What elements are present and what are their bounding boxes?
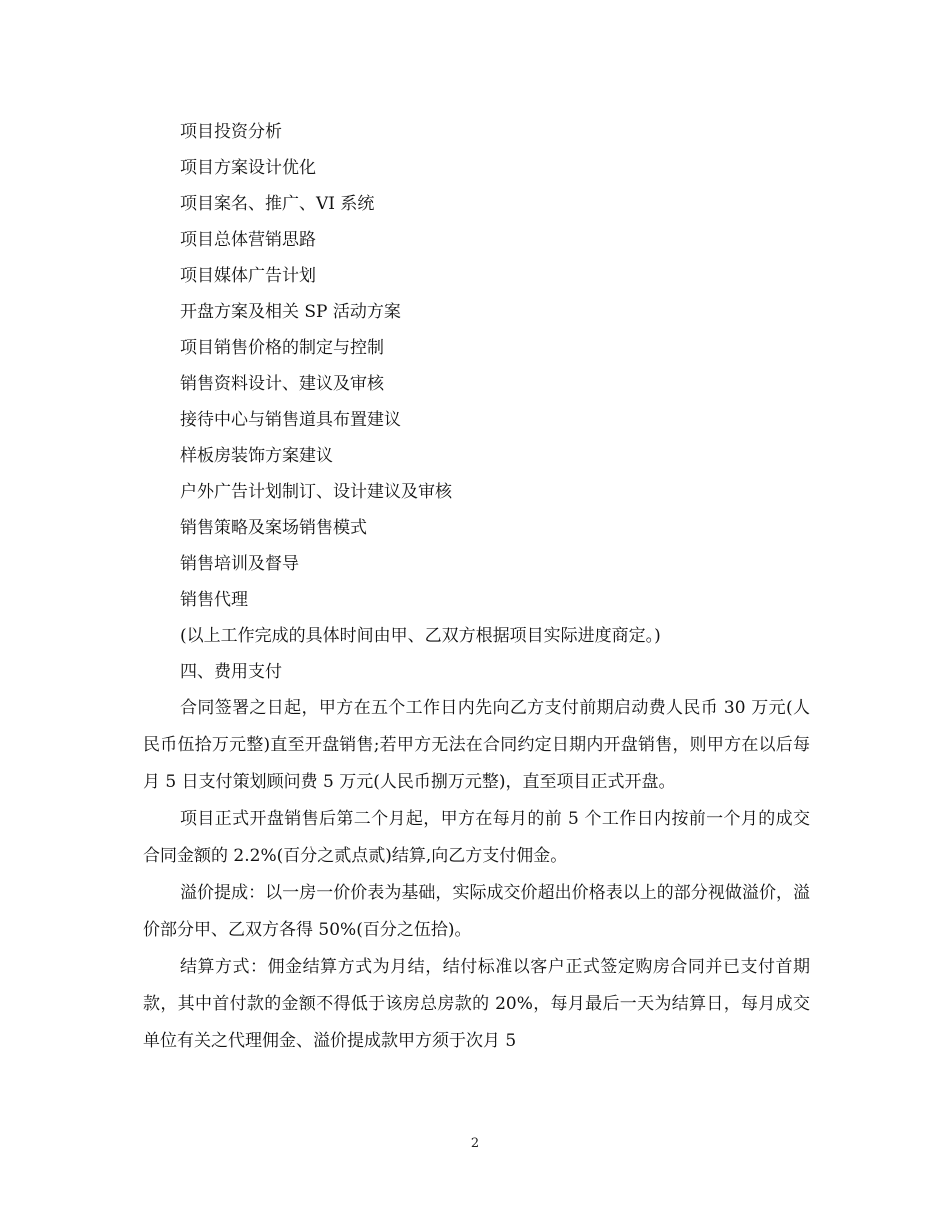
list-item: 项目案名、推广、VI 系统 [180,194,375,214]
paragraph-settlement-method: 结算方式：佣金结算方式为月结，结付标准以客户正式签定购房合同并已支付首期款，其中首付款的金额不得低于该房总房款的 20%，每月最后一天为结算日，每月成交单位有关之代理佣金、溢价提成款甲方须于次月 5 [143,957,810,1051]
paragraph-startup-fee: 合同签署之日起，甲方在五个工作日内先向乙方支付前期启动费人民币 30 万元(人民币伍拾万元整)直至开盘销售;若甲方无法在合同约定日期内开盘销售，则甲方在以后每月 5 日支付策划顾问费 5 万元(人民币捌万元整)，直至项目正式开盘。 [143,698,810,792]
list-item: 销售代理 [180,590,248,610]
timeline-note: (以上工作完成的具体时间由甲、乙双方根据项目实际进度商定。) [180,626,661,646]
list-item: 样板房装饰方案建议 [180,446,333,466]
paragraph-premium-bonus: 溢价提成：以一房一价价表为基础，实际成交价超出价格表以上的部分视做溢价，溢价部分甲、乙双方各得 50%(百分之伍拾)。 [143,883,810,940]
list-item: 项目销售价格的制定与控制 [180,338,384,358]
list-item: 销售培训及督导 [180,554,299,574]
list-item: 项目方案设计优化 [180,158,316,178]
list-item: 接待中心与销售道具布置建议 [180,410,401,430]
paragraph-commission: 项目正式开盘销售后第二个月起，甲方在每月的前 5 个工作日内按前一个月的成交合同金额的 2.2%(百分之贰点贰)结算,向乙方支付佣金。 [143,809,810,866]
list-item: 项目总体营销思路 [180,230,316,250]
list-item: 户外广告计划制订、设计建议及审核 [180,482,452,502]
list-item: 销售资料设计、建议及审核 [180,374,384,394]
page-number: 2 [470,1136,480,1151]
list-item: 项目投资分析 [180,122,282,142]
list-item: 销售策略及案场销售模式 [180,518,367,538]
document-body [143,114,810,1060]
list-item: 项目媒体广告计划 [180,266,316,286]
service-list [143,114,810,618]
list-item: 开盘方案及相关 SP 活动方案 [180,302,401,322]
section-heading: 四、费用支付 [180,662,282,682]
